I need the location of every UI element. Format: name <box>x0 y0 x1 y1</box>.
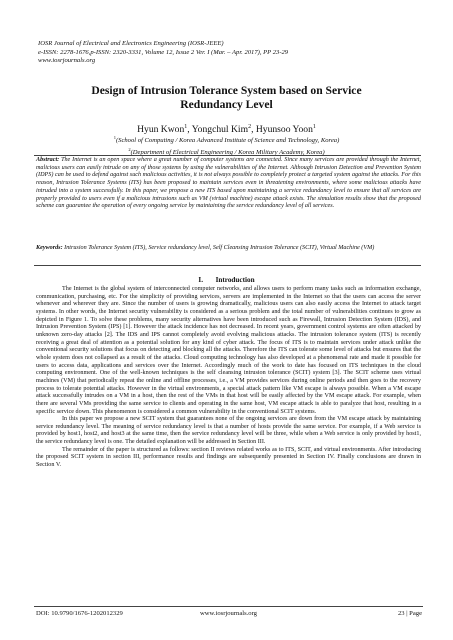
author-affil-mark: 2 <box>248 124 252 130</box>
affiliation-text: (School of Computing / Korea Advanced Institute of Science and Technology, Korea) <box>115 137 340 145</box>
paper-title-line2: Redundancy Level <box>180 98 273 111</box>
paragraph: In this paper we propose a new SCIT system that guarantees none of the ongoing services are down from the VM escape attack by maintaining service redundancy level. The meaning of service redundancy level is that a number of hosts provide the same service. For example, if a Web service is provided by host1, host2, and host3 at the same time, then the service redundancy level will be three, while when a Web service is only provided by host1, the service redundancy level is one. The detailed explanation will be addressed in Section III. <box>36 416 421 446</box>
abstract-label: Abstract: <box>36 157 60 163</box>
affiliation-mark: 1 <box>113 135 116 140</box>
footer-doi: DOI: 10.9790/1676-1202012329 <box>36 610 123 617</box>
paper-title-line1: Design of Intrusion Tolerance System based on Service <box>91 84 362 97</box>
paragraph: The remainder of the paper is structured as follows: section II reviews related works as to ITS, SCIT, and virtual environments. After introducing the proposed SCIT system in section III, performance results and findings are subsequently presented in Section IV. Finally conclusions are drawn in Section V. <box>36 446 421 469</box>
affiliation-1 <box>30 134 423 146</box>
author-name: Hyun Kwon <box>137 124 185 136</box>
paper-title <box>30 84 423 112</box>
author-separator: , <box>187 124 192 136</box>
footer-page-number: 23 | Page <box>397 610 422 617</box>
affiliations <box>30 134 423 157</box>
author-affil-mark: 1 <box>312 124 316 130</box>
journal-name: IOSR Journal of Electrical and Electronics Engineering (IOSR-JEEE) <box>38 40 224 47</box>
author-name: Yongchul Kim <box>191 124 249 136</box>
paragraph: The Internet is the global system of interconnected computer networks, and allows users to perform many tasks such as information exchange, communication, purchasing, etc. For the simplicity of providing services, servers are implemented in the Internet so that the users can access the server whenever and wherever they are. Since the number of users is growing dramatically, malicious users can also easily access the Internet to attack target systems. In other words, the Internet security vulnerability is considered as a serious problem and the total number of vulnerabilities continues to grow as depicted in Figure 1. To solve these problems, many security alternatives have been introduced such as Firewall, Intrusion Detection System (IDS), and Intrusion Prevention System (IPS) [1]. However the attack incidence has not decreased. In recent years, government control systems are often attacked by unknown zero-day attacks [2]. The IDS and IPS cannot completely avoid evolving malicious attacks. The intrusion tolerance system (ITS) is recently receiving a great deal of attention as a potential solution for any kind of cyber attack. The focus of ITS is to maintain services under attack unlike the conventional security solutions that focus on detecting and blocking all the attacks. Therefore the ITS can tolerate some level of attacks but ensures that the whole system does not collapsed as a result of the attacks. Cloud computing technology has also developed at a phenomenal rate and made it possible for users to access data, applications and services over the Internet. Accordingly much of the work to date has focused on ITS techniques in the cloud computing environment. One of the well-known techniques is the self cleansing intrusion tolerance (SCIT) system [3]. The SCIT scheme uses virtual machines (VM) that periodically repeat the online and offline processes, i.e., a VM provides services during online periods and then goes to the recovery process to tolerate potential attacks. However in the virtual environments, a special attack pattern like VM escape is always possible. When a VM escape attack successfully intrudes on a VM in a host, then the rest of the VMs in that host will be easily affected by the VM escape attack. For example, when there are several VMs providing the same service to clients and operating in the same host, VM escape attack is able to paralyze that host, resulting in a specific service down. This phenomenon is considered a common vulnerability in the conventional SCIT systems. <box>36 286 421 415</box>
author-separator: , <box>251 124 256 136</box>
section-heading: I. Introduction <box>198 276 255 284</box>
affiliation-text: (Department of Electrical Engineering / Korea Military Academy, Korea) <box>130 148 325 156</box>
journal-site: www.iosrjournals.org <box>38 57 96 65</box>
footer-divider <box>34 606 423 607</box>
author-name: Hyunsoo Yoon <box>255 124 313 136</box>
keywords-text: Intrusion Tolerance System (ITS), Service redundancy level, Self Cleansing Intrusion Tolerance (SCIT), Virtual Machine (VM) <box>62 245 375 251</box>
footer-site: www.iosrjournals.org <box>200 610 257 617</box>
abstract <box>36 157 421 211</box>
body-text <box>36 286 421 470</box>
journal-header <box>38 40 428 66</box>
author-affil-mark: 1 <box>184 124 188 130</box>
affiliation-mark: 2 <box>128 146 131 152</box>
keywords-label: Keywords: <box>36 245 63 251</box>
keywords <box>36 245 421 253</box>
journal-issn: e-ISSN: 2278-1676,p-ISSN: 2320-3331, Volume 12, Issue 2 Ver. I (Mar. – Apr. 2017), PP 23-29 <box>38 48 289 56</box>
abstract-text: The Internet is an open space where a great number of computer systems are connected. Since many services are provided through the Internet, malicious users can easily intrude on any of those systems by using the vulnerabilities of the Internet. Although Intrusion Detection and Prevention System (IDPS) can be used to defend against such malicious activities, it is not always possible to completely protect a targeted system against the attacks. For this reason, Intrusion Tolerance Systems (ITS) has been proposed to maintain services even in threatening environments, where some malicious attacks have intruded into a system successfully. In this paper, we propose a new ITS based upon maintaining a service redundancy level to ensure that all services are properly provided to users even if a malicious intrusions such as VM (virtual machine) escape attack exists. The simulation results show that the proposed scheme can guarantee the operation of every ongoing service by maintaining the service redundancy level of all services. <box>36 157 421 210</box>
